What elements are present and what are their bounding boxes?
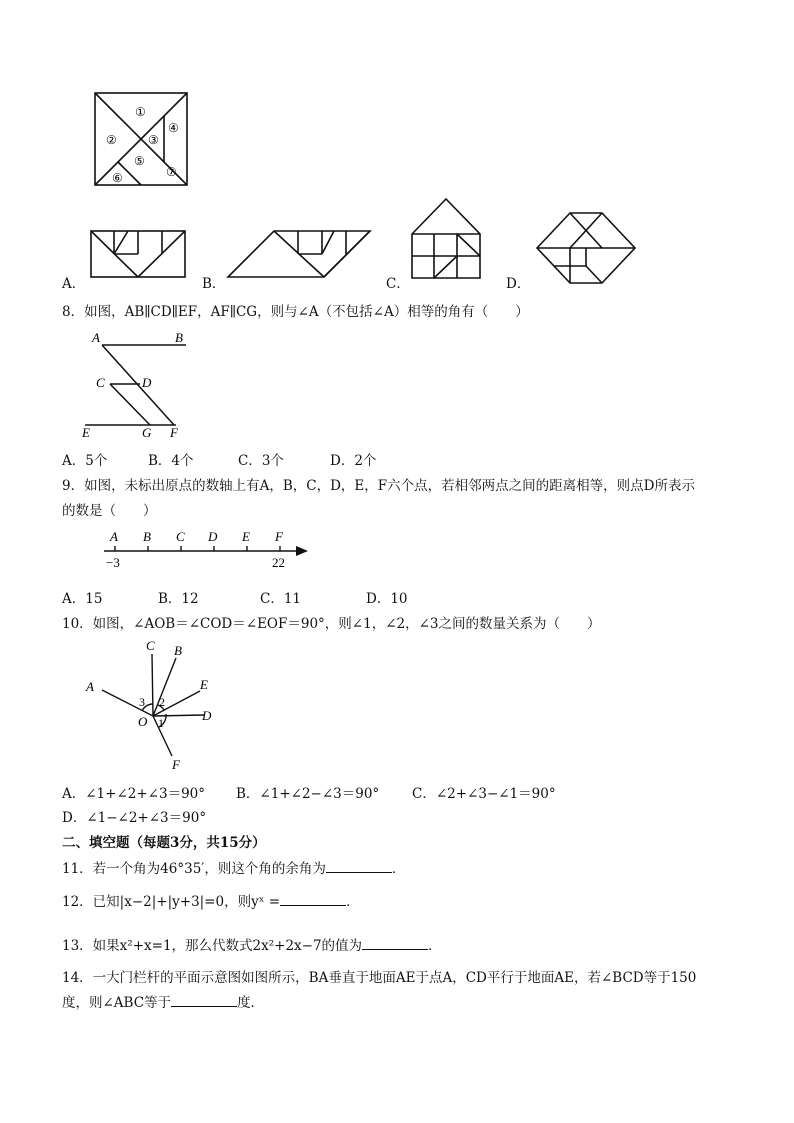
- q8-question: 8．如图，AB∥CD∥EF，AF∥CG，则与∠A（不包括∠A）相等的角有（ ）: [62, 304, 529, 320]
- q14-question-line1: 14．一大门栏杆的平面示意图如图所示，BA垂直于地面AE于点A，CD平行于地面AE，若∠BCD等于150: [62, 970, 697, 986]
- q10-label-b: B: [174, 643, 182, 658]
- q9-option-c[interactable]: C．11: [260, 591, 302, 607]
- q7-option-a-label[interactable]: A．: [62, 276, 86, 292]
- q10-figure: [80, 636, 220, 772]
- q13-text: 13．如果x²+x=1，那么代数式2x²+2x−7的值为: [62, 938, 363, 954]
- q10-label-d: D: [202, 708, 212, 723]
- tangram-label-6: ⑥: [112, 171, 123, 185]
- q9-point-c: C: [176, 529, 185, 544]
- q9-number-line: [96, 526, 316, 572]
- q7-figure-b: [226, 228, 372, 280]
- q11-text: 11．若一个角为46°35′，则这个角的余角为: [62, 861, 326, 877]
- q10-option-b[interactable]: B．∠1+∠2−∠3＝90°: [236, 786, 380, 802]
- q12-question: [62, 890, 360, 910]
- q10-angle-3: 3: [139, 695, 145, 709]
- q8-label-a: A: [92, 330, 100, 345]
- q11-answer-blank[interactable]: [326, 860, 392, 873]
- q14-answer-blank[interactable]: [171, 994, 237, 1007]
- tangram-label-3: ③: [148, 133, 159, 147]
- tangram-label-1: ①: [135, 105, 146, 119]
- q10-label-f: F: [172, 757, 180, 772]
- q10-option-c[interactable]: C．∠2+∠3−∠1＝90°: [412, 786, 556, 802]
- q12-text: 12．已知|x−2|+|y+3|=0，则yˣ =: [62, 894, 281, 910]
- q8-label-g: G: [142, 425, 152, 440]
- q10-option-d[interactable]: D．∠1−∠2+∠3＝90°: [62, 810, 207, 826]
- tangram-label-7: ⑦: [166, 165, 177, 179]
- q11-question: [62, 857, 405, 877]
- tangram-label-2: ②: [106, 133, 117, 147]
- q8-figure: [80, 328, 200, 440]
- q9-point-e: E: [242, 529, 250, 544]
- q10-label-a: A: [86, 679, 94, 694]
- q10-label-c: C: [146, 638, 155, 653]
- q9-option-d[interactable]: D．10: [366, 591, 408, 607]
- q7-figure-c: [409, 196, 483, 282]
- q10-angle-1: 1: [158, 716, 164, 730]
- q14-text: 度，则∠ABC等于: [62, 995, 172, 1011]
- q12-text-end: ．: [346, 894, 360, 910]
- section2-title: 二、填空题（每题3分，共15分）: [62, 835, 266, 851]
- q9-point-d: D: [208, 529, 218, 544]
- q9-point-b: B: [143, 529, 151, 544]
- q9-question-line1: 9．如图，未标出原点的数轴上有A，B，C，D，E，F六个点，若相邻两点之间的距离相等，则点D所表示: [62, 478, 695, 494]
- q7-option-d-label[interactable]: D．: [506, 276, 531, 292]
- q10-option-a[interactable]: A．∠1+∠2+∠3＝90°: [62, 786, 206, 802]
- q7-option-b-label[interactable]: B．: [202, 276, 226, 292]
- q10-label-o: O: [138, 714, 148, 729]
- q13-text-end: ．: [428, 938, 442, 954]
- q8-option-b[interactable]: B．4个: [148, 453, 194, 469]
- q14-question-line2: [62, 991, 264, 1011]
- q9-value-left: −3: [106, 555, 120, 570]
- q8-label-e: E: [82, 425, 90, 440]
- q8-label-d: D: [142, 375, 152, 390]
- q14-text-end: 度．: [237, 995, 265, 1011]
- q8-option-c[interactable]: C．3个: [238, 453, 284, 469]
- q9-value-right: 22: [272, 555, 285, 570]
- q9-point-f: F: [275, 529, 283, 544]
- q10-angle-2: 2: [159, 695, 165, 709]
- q13-answer-blank[interactable]: [362, 937, 428, 950]
- q8-option-a[interactable]: A．5个: [62, 453, 108, 469]
- q8-label-f: F: [170, 425, 178, 440]
- q9-option-b[interactable]: B．12: [158, 591, 199, 607]
- q9-option-a[interactable]: A．15: [62, 591, 103, 607]
- q7-option-c-label[interactable]: C．: [386, 276, 410, 292]
- q7-figure-d: [534, 210, 638, 286]
- q7-figure-a: [88, 228, 188, 280]
- tangram-label-5: ⑤: [134, 154, 145, 168]
- q13-question: [62, 934, 442, 954]
- q9-question-line2: 的数是（ ）: [62, 503, 157, 519]
- q8-option-d[interactable]: D．2个: [330, 453, 377, 469]
- tangram-label-4: ④: [168, 121, 179, 135]
- q8-label-c: C: [96, 375, 105, 390]
- q12-answer-blank[interactable]: [280, 893, 346, 906]
- q10-question: 10．如图，∠AOB＝∠COD＝∠EOF＝90°，则∠1，∠2，∠3之间的数量关系为（ ）: [62, 616, 601, 632]
- q9-point-a: A: [110, 529, 118, 544]
- q8-label-b: B: [175, 330, 183, 345]
- q10-label-e: E: [200, 677, 208, 692]
- q11-text-end: ．: [391, 861, 406, 877]
- tangram-figure: [94, 92, 188, 186]
